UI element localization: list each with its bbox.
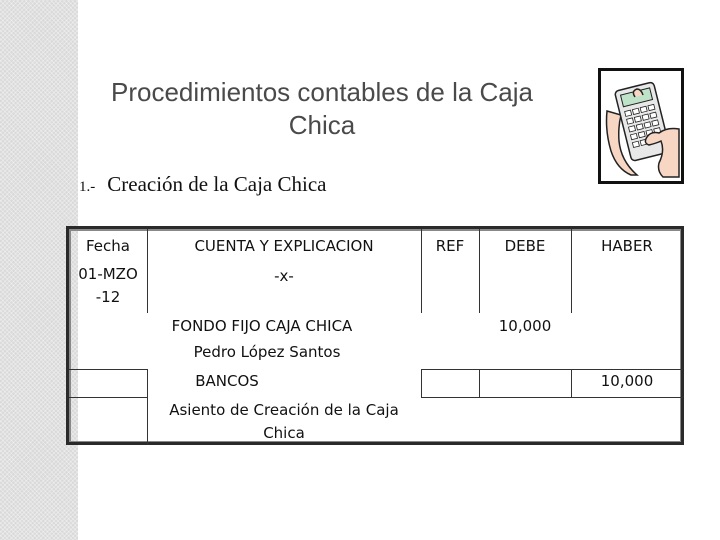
calculator-illustration [601,71,681,181]
entry-date: 01-MZO -12 [78,265,138,306]
section-number: 1.- [79,179,96,195]
entry-description: Asiento de Creación de la Caja Chica [169,401,399,442]
section-subtitle-text: Creación de la Caja Chica [107,172,327,196]
header-debe: DEBE [504,237,546,255]
journal-entry-table [66,226,684,445]
entry-separator: -x- [274,267,294,285]
header-ref: REF [435,237,465,255]
section-subtitle [79,172,327,197]
row-divider [69,369,147,370]
row-divider [421,397,683,398]
credit-account-name: BANCOS [195,372,259,390]
credit-amount: 10,000 [600,372,654,390]
header-cuenta-explicacion: CUENTA Y EXPLICACION [194,237,374,255]
row-divider [69,397,147,398]
debit-amount: 10,000 [498,317,552,335]
header-fecha: Fecha [86,237,130,255]
header-haber: HABER [601,237,653,255]
column-divider [421,369,422,397]
calculator-in-hands-icon [598,68,684,184]
debit-account-name: FONDO FIJO CAJA CHICA [171,317,353,335]
debit-account-holder: Pedro López Santos [193,343,341,361]
column-divider [479,369,480,397]
slide-title: Procedimientos contables de la Caja Chica [110,77,534,140]
